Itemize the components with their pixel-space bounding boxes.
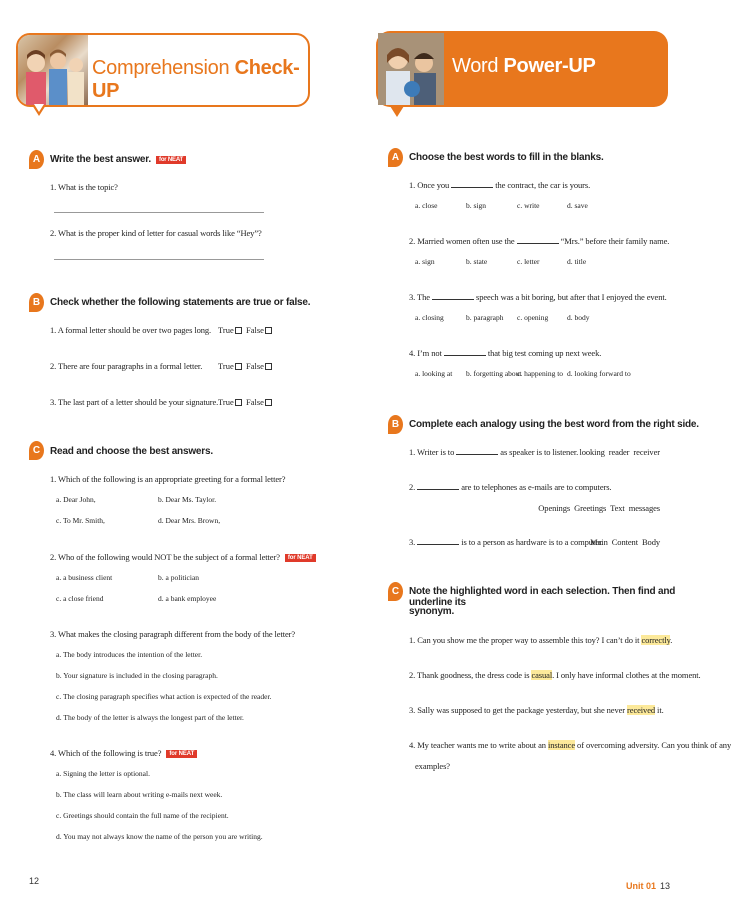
option[interactable]: b. state (466, 257, 488, 266)
option[interactable]: b. a politician (158, 573, 200, 582)
header-photo-family (18, 35, 88, 105)
option[interactable]: b. sign (466, 201, 487, 210)
word-power-title: Word Power-UP (452, 55, 596, 77)
question-text: 4. Which of the following is true? for NEAT (50, 748, 197, 758)
checkbox[interactable] (235, 399, 242, 406)
selection-sentence: 4. My teacher wants me to write about an instance of overcoming adversity. Can you think of any (409, 740, 731, 750)
statement-text: 2. There are four paragraphs in a formal letter. (50, 361, 203, 371)
section-b-badge: B (388, 415, 403, 434)
fill-blank-question: 1. Once you the contract, the car is yours. (409, 180, 591, 190)
word-power-header (376, 31, 668, 107)
section-a-title: Write the best answer. for NEAT (50, 154, 186, 165)
highlighted-word[interactable]: casual (531, 670, 553, 680)
true-false-choice[interactable]: True False (218, 397, 272, 407)
blank[interactable] (517, 236, 559, 244)
option[interactable]: d. a bank employee (158, 594, 217, 603)
option[interactable]: a. looking at (415, 369, 453, 378)
highlighted-word[interactable]: correctly (641, 635, 671, 645)
selection-sentence: 3. Sally was supposed to get the package yesterday, but she never received it. (409, 705, 664, 715)
word-choices: Openings Greetings Text messages (538, 503, 660, 513)
section-c-badge: C (388, 582, 403, 601)
option[interactable]: a. sign (415, 257, 435, 266)
blank[interactable] (417, 537, 459, 545)
blank[interactable] (417, 482, 459, 490)
blank[interactable] (451, 180, 493, 188)
fill-blank-question: 3. The speech was a bit boring, but after that I enjoyed the event. (409, 292, 667, 302)
option[interactable]: d. title (567, 257, 587, 266)
header-photo-students (378, 33, 444, 105)
section-a-title: Choose the best words to fill in the blanks. (409, 152, 604, 163)
option[interactable]: a. close (415, 201, 438, 210)
option[interactable]: a. The body introduces the intention of the letter. (56, 650, 203, 659)
option[interactable]: c. The closing paragraph specifies what action is expected of the reader. (56, 692, 272, 701)
option[interactable]: c. a close friend (56, 594, 104, 603)
true-false-choice[interactable]: True False (218, 325, 272, 335)
blank[interactable] (456, 447, 498, 455)
section-c-badge: C (29, 441, 44, 460)
question-text: 1. What is the topic? (50, 182, 118, 192)
checkbox[interactable] (265, 327, 272, 334)
statement-text: 3. The last part of a letter should be your signature. (50, 397, 219, 407)
analogy-question: 2. are to telephones as e-mails are to computers. (409, 482, 612, 492)
section-c-title: Read and choose the best answers. (50, 446, 213, 457)
option[interactable]: c. letter (517, 257, 540, 266)
question-text: 2. Who of the following would NOT be the subject of a formal letter? for NEAT (50, 552, 316, 562)
answer-line[interactable] (54, 259, 264, 260)
section-b-title: Complete each analogy using the best word from the right side. (409, 419, 699, 430)
checkbox[interactable] (265, 399, 272, 406)
true-false-choice[interactable]: True False (218, 361, 272, 371)
blank[interactable] (444, 348, 486, 356)
page-footer-right (626, 876, 670, 894)
unit-label: Unit 01 (625, 881, 656, 891)
analogy-question: 1. Writer is to as speaker is to listener. (409, 447, 579, 457)
option[interactable]: a. a business client (56, 573, 113, 582)
selection-sentence: 1. Can you show me the proper way to assemble this toy? I can’t do it correctly. (409, 635, 673, 645)
fill-blank-question: 4. I’m not that big test coming up next week. (409, 348, 602, 358)
question-text: 1. Which of the following is an appropriate greeting for a formal letter? (50, 474, 286, 484)
option[interactable]: b. Your signature is included in the closing paragraph. (56, 671, 218, 680)
analogy-question: 3. is to a person as hardware is to a computer. (409, 537, 604, 547)
section-b-title: Check whether the following statements are true or false. (50, 297, 311, 308)
blank[interactable] (432, 292, 474, 300)
section-a-badge: A (388, 148, 403, 167)
comprehension-header (16, 33, 310, 107)
statement-text: 1. A formal letter should be over two pages long. (50, 325, 212, 335)
option[interactable]: c. opening (517, 313, 549, 322)
option[interactable]: d. You may not always know the name of the person you are writing. (56, 832, 263, 841)
option[interactable]: d. The body of the letter is always the longest part of the letter. (56, 713, 244, 722)
neat-tag: for NEAT (166, 750, 197, 758)
option[interactable]: d. body (567, 313, 590, 322)
option[interactable]: b. paragraph (466, 313, 504, 322)
option[interactable]: a. closing (415, 313, 444, 322)
option[interactable]: b. The class will learn about writing e-mails next week. (56, 790, 223, 799)
section-a-badge: A (29, 150, 44, 169)
highlighted-word[interactable]: instance (547, 740, 576, 750)
option[interactable]: c. write (517, 201, 540, 210)
question-text: 2. What is the proper kind of letter for casual words like “Hey”? (50, 228, 262, 238)
word-choices: looking reader receiver (579, 447, 660, 457)
neat-tag: for NEAT (156, 156, 186, 164)
section-b-badge: B (29, 293, 44, 312)
selection-sentence-cont: examples? (415, 761, 450, 771)
question-text: 3. What makes the closing paragraph different from the body of the letter? (50, 629, 296, 639)
page-number-left: 12 (29, 876, 40, 886)
option[interactable]: c. Greetings should contain the full name of the recipient. (56, 811, 229, 820)
option[interactable]: c. To Mr. Smith, (56, 516, 105, 525)
section-c-title-line2: synonym. (409, 606, 455, 617)
option[interactable]: a. Signing the letter is optional. (56, 769, 150, 778)
option[interactable]: a. Dear John, (56, 495, 96, 504)
highlighted-word[interactable]: received (627, 705, 656, 715)
section-c-title: Note the highlighted word in each selection. Then find and underline its (409, 586, 676, 608)
selection-sentence: 2. Thank goodness, the dress code is casual. I only have informal clothes at the moment. (409, 670, 701, 680)
page-number-right: 13 (659, 881, 670, 891)
checkbox[interactable] (235, 327, 242, 334)
comprehension-title: Comprehension Check-UP (92, 57, 300, 102)
fill-blank-question: 2. Married women often use the “Mrs.” before their family name. (409, 236, 670, 246)
checkbox[interactable] (265, 363, 272, 370)
option[interactable]: c. happening to (517, 369, 564, 378)
word-choices: Main Content Body (590, 537, 660, 547)
checkbox[interactable] (235, 363, 242, 370)
option[interactable]: d. save (567, 201, 588, 210)
option[interactable]: b. Dear Ms. Taylor. (158, 495, 217, 504)
option[interactable]: b. forgetting about (466, 369, 522, 378)
answer-line[interactable] (54, 212, 264, 213)
option[interactable]: d. looking forward to (567, 369, 631, 378)
option[interactable]: d. Dear Mrs. Brown, (158, 516, 221, 525)
neat-tag: for NEAT (285, 554, 316, 562)
